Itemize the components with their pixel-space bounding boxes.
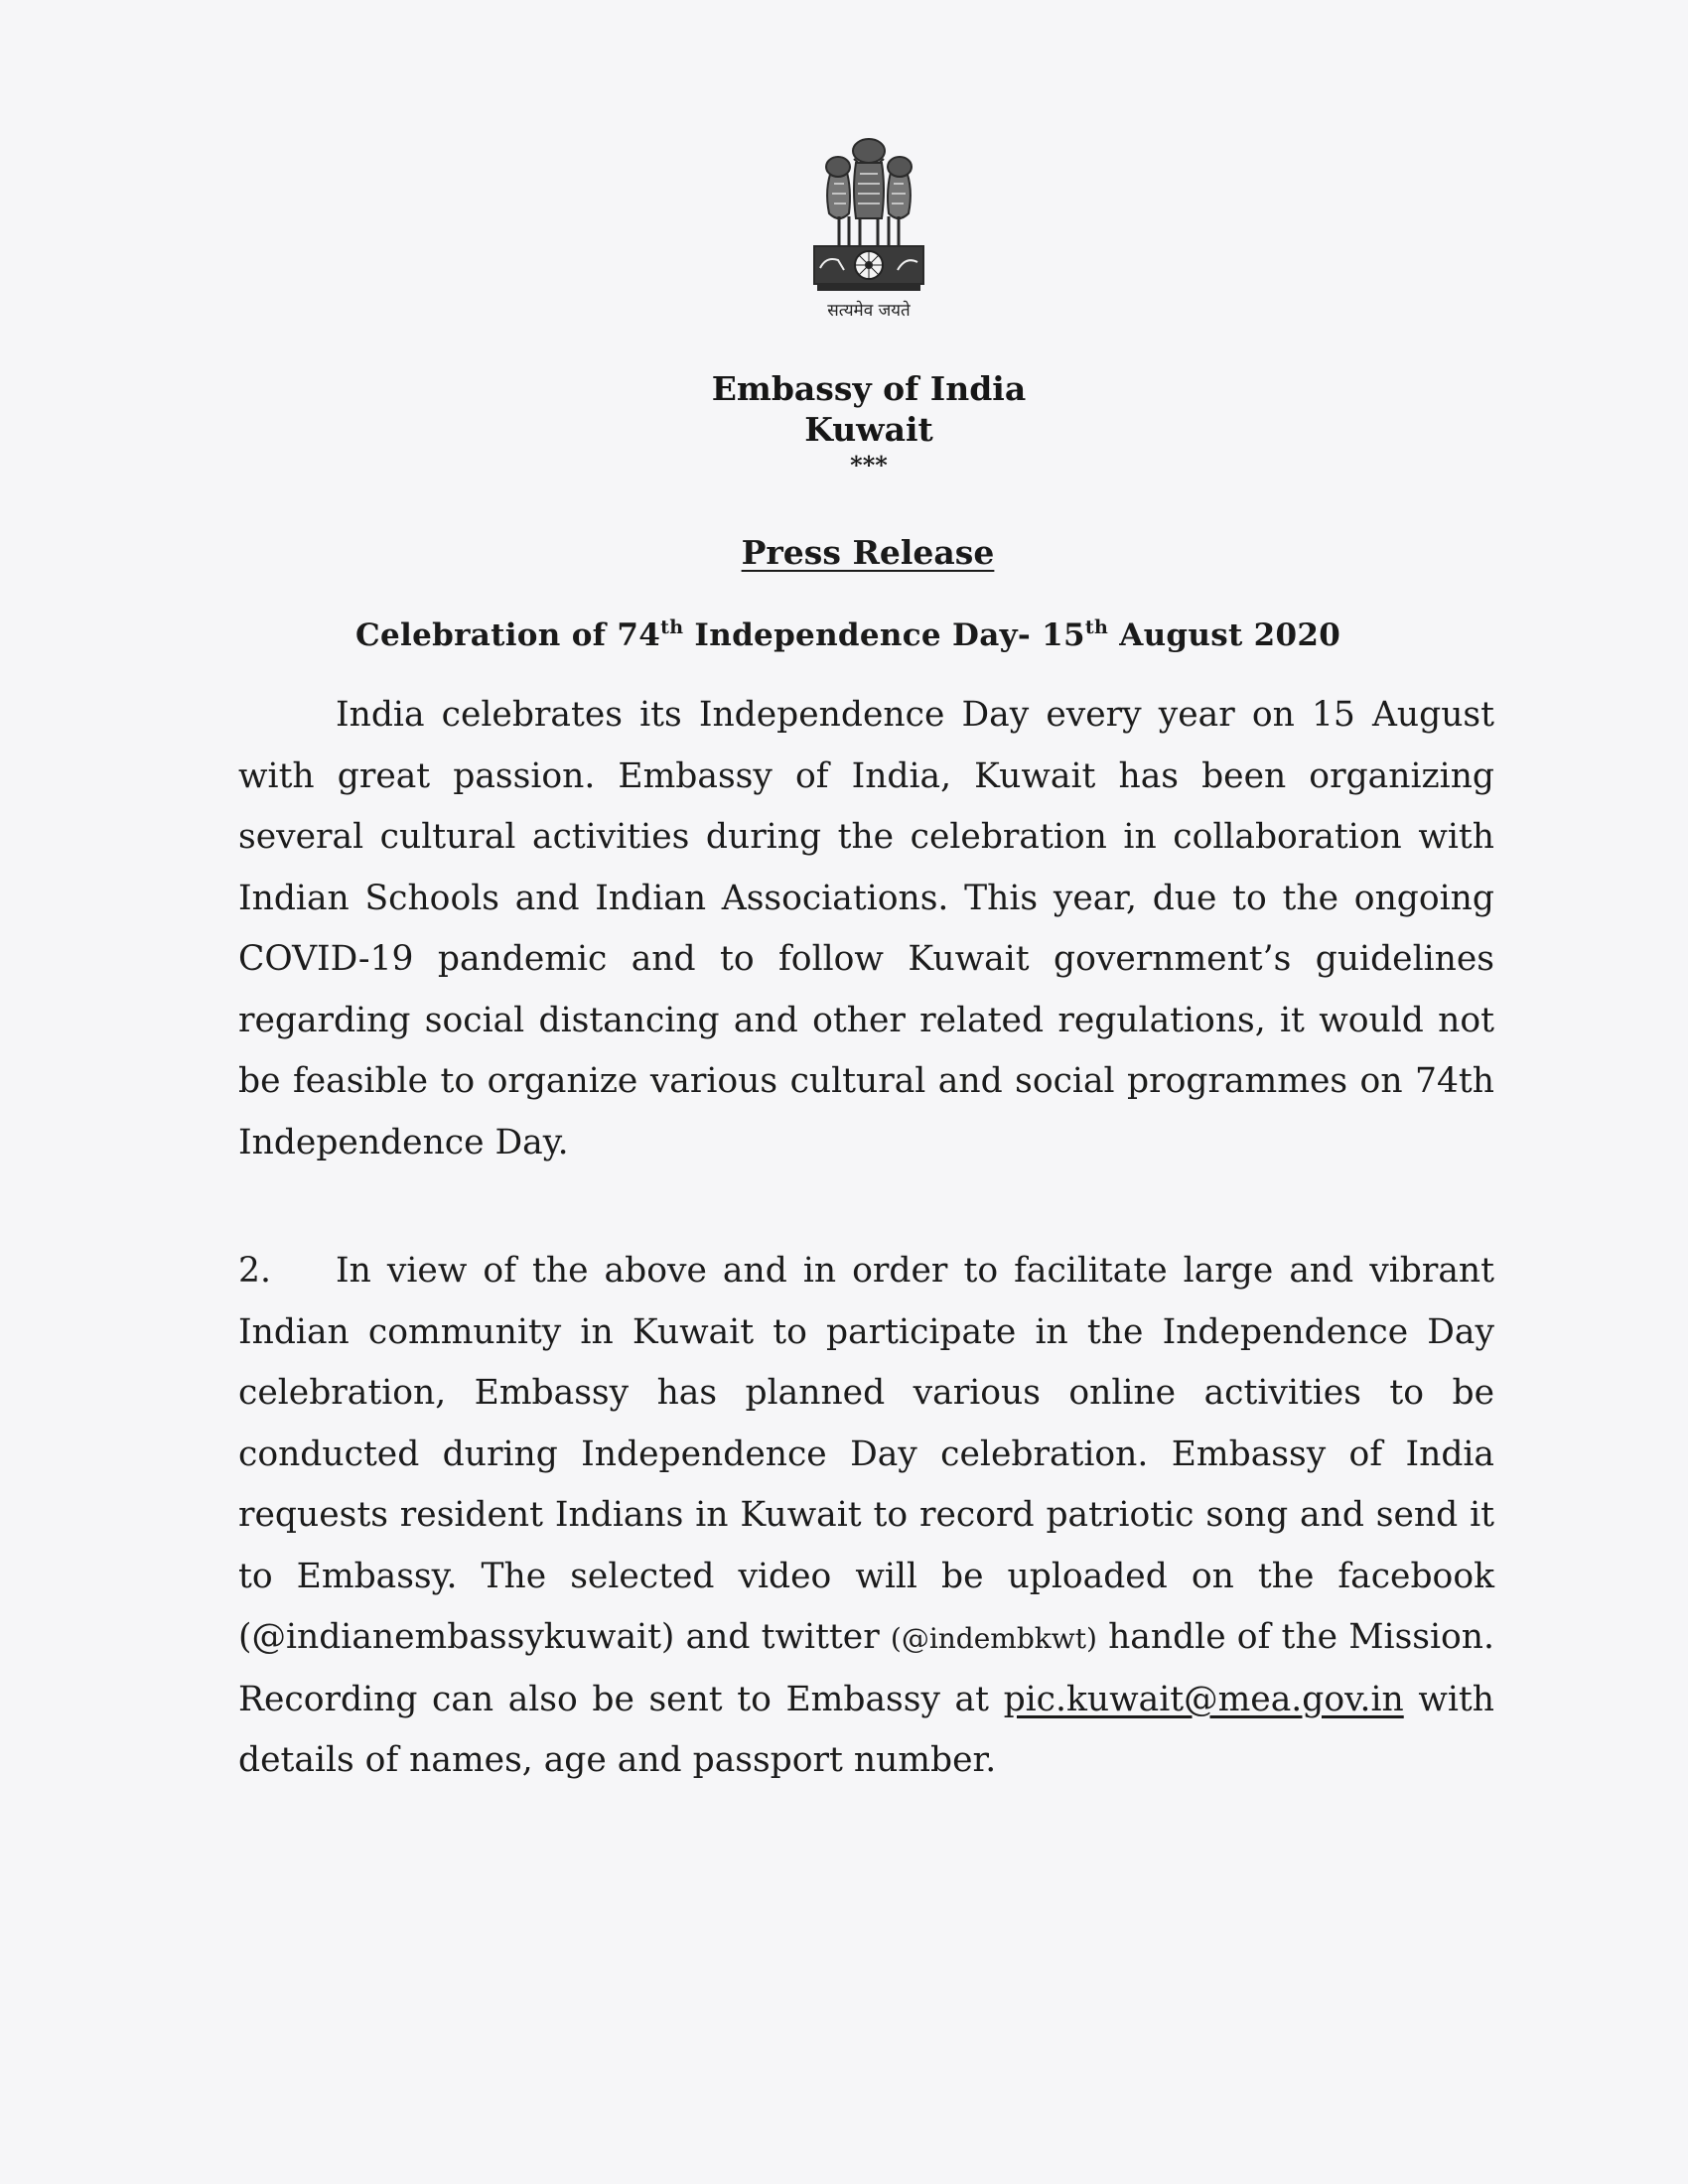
paragraph-1: India celebrates its Independence Day every year on 15 August with great passion. Embassy of India, Kuwait has been organizing several cultural activities during the celebration in collaboration with Indian Schools and Indian Associations. This year, due to the ongoing COVID-19 pandemic and to follow Kuwait government’s guidelines regarding social distancing and other related regulations, it would not be feasible to organize various cultural and social programmes on 74th Independence Day. [238,695,1494,1162]
paragraph-2-number: 2. [238,1251,271,1291]
press-release-title [0,533,1688,573]
embassy-name: Embassy of India [711,369,1027,408]
embassy-city: Kuwait [804,410,933,449]
header-separator: *** [850,451,888,479]
subject-prefix: Celebration of 74 [355,617,661,653]
press-release-subject [355,615,1388,655]
paragraph-2-text-a: In view of the above and in order to facilitate large and vibrant Indian community in Kuwait to participate in the Independence Day celebration, Embassy has planned various online activities to be conducted during Independence Day celebration. Embassy of India requests resident Indians in Kuwait to record patriotic song and send it to Embassy. The selected video will be uploaded on the facebook (@indianembassykuwait) and twitter [238,1251,1494,1657]
emblem-motto: सत्यमेव जयते [827,301,911,321]
subject-suffix: August 2020 [1108,617,1341,653]
twitter-handle: (@indembkwt) [890,1622,1097,1655]
paragraph-2 [238,1241,1494,1792]
subject-sup-1: th [660,616,684,638]
paragraph-2-text-b: handle of the Mission. Recording can also be sent to Embassy at [238,1617,1494,1719]
subject-sup-2: th [1084,616,1109,638]
press-release-title-text: Press Release [741,533,995,572]
email-link[interactable]: pic.kuwait@mea.gov.in [1003,1679,1404,1719]
subject-mid: Independence Day- 15 [683,617,1085,653]
paragraph-2-text-c: with details of names, age and passport number. [238,1679,1494,1780]
